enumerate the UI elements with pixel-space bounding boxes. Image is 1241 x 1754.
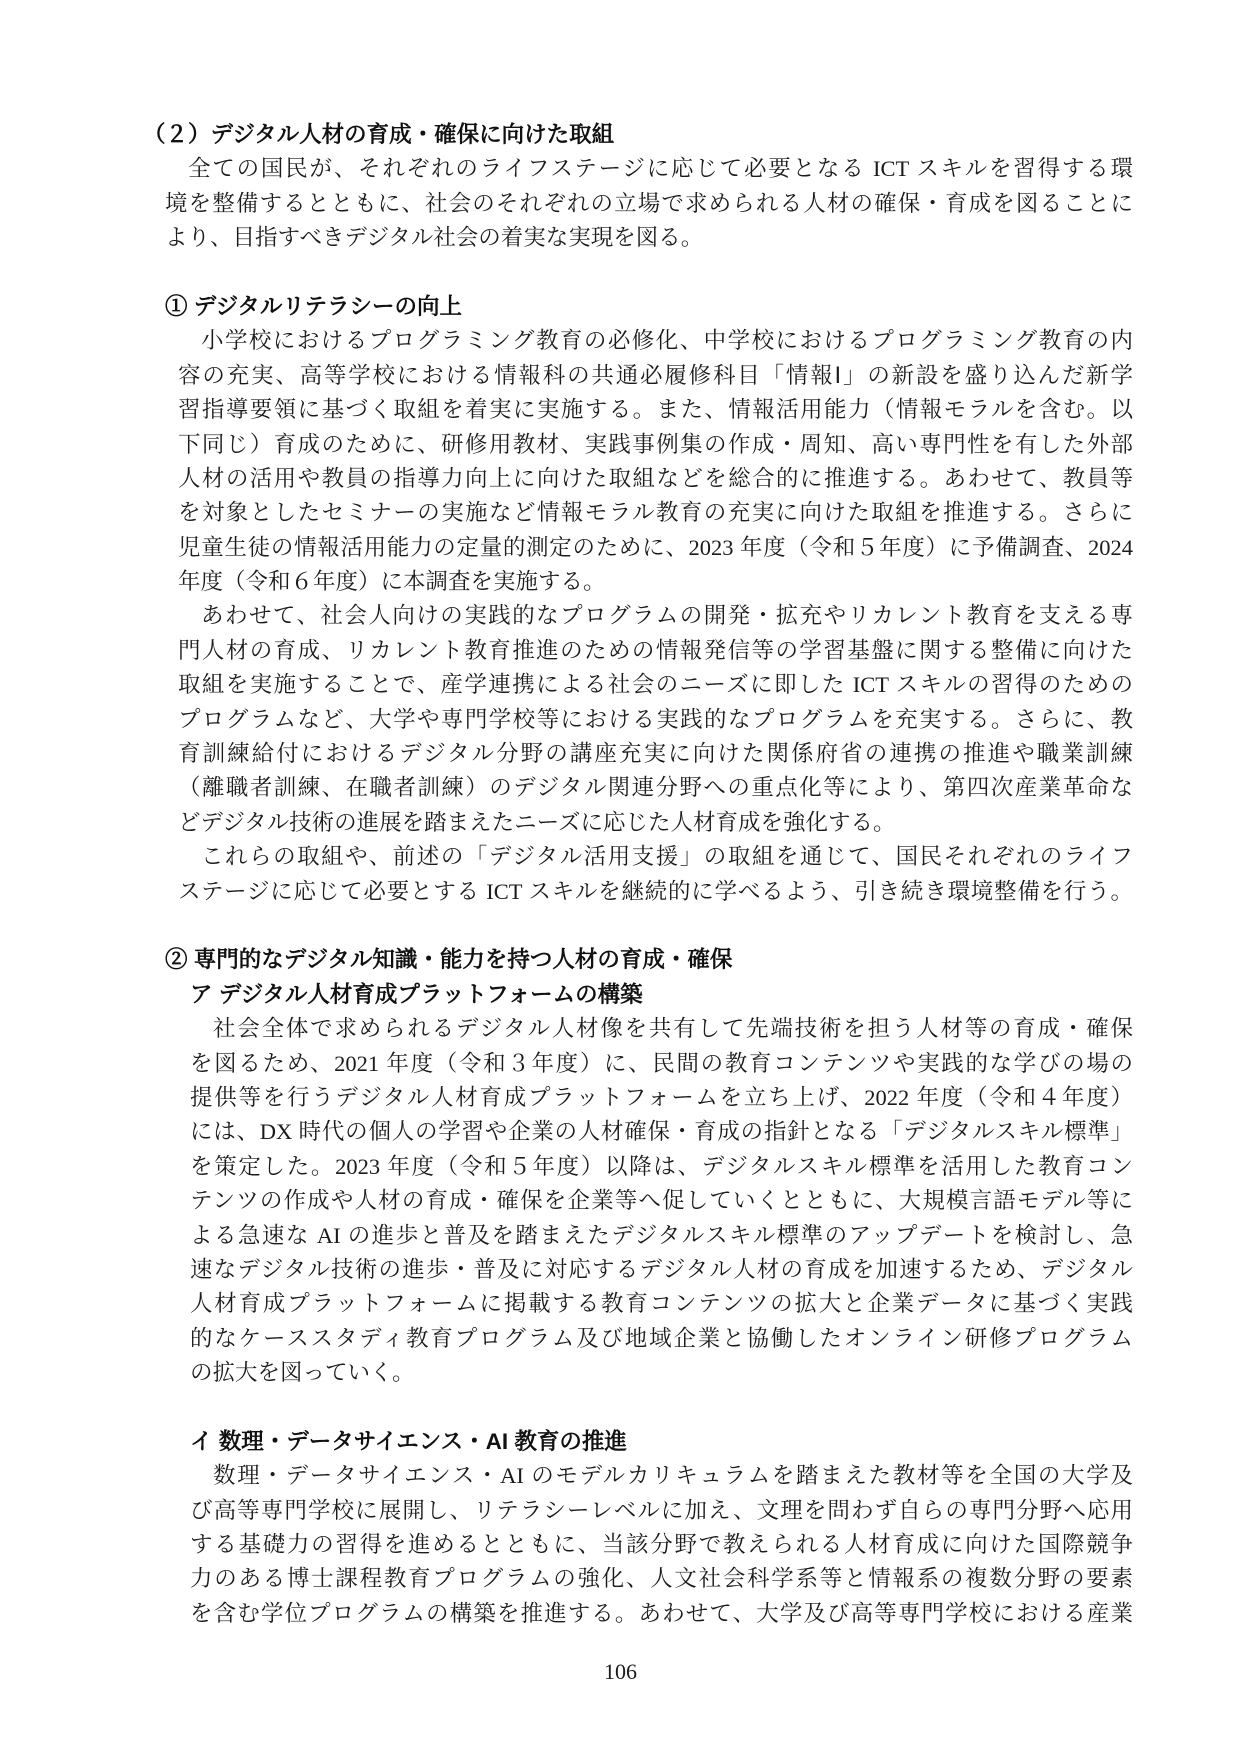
body-line: テンツの作成や人材の育成・確保を企業等へ促していくとともに、大規模言語モデル等に: [190, 1188, 1133, 1214]
body-line: を対象としたセミナーの実施など情報モラル教育の充実に向けた取組を推進する。さらに: [178, 500, 1133, 526]
body-line: 児童生徒の情報活用能力の定量的測定のために、2023 年度（令和５年度）に予備調査、2024: [178, 534, 1133, 560]
platform-paragraph: [190, 1012, 1133, 1390]
body-line: よる急速な AI の進歩と普及を踏まえたデジタルスキル標準のアップデートを検討し、急: [190, 1222, 1133, 1248]
intro-line: 全ての国民が、それぞれのライフステージに応じて必要となる ICT スキルを習得する環: [188, 156, 1133, 182]
body-line: どデジタル技術の進展を踏まえたニーズに応じた人材育成を強化する。: [178, 809, 896, 835]
body-line: 門人材の育成、リカレント教育推進のための情報発信等の学習基盤に関する整備に向けた: [178, 637, 1133, 663]
intro-line: より、目指すべきデジタル社会の着実な実現を図る。: [165, 225, 704, 251]
body-line: を含む学位プログラムの構築を推進する。あわせて、大学及び高等専門学校における産業: [190, 1600, 1133, 1626]
intro-line: 境を整備するとともに、社会のそれぞれの立場で求められる人材の確保・育成を図ることに: [165, 190, 1133, 216]
item-heading-platform: ア デジタル人材育成プラットフォームの構築: [190, 981, 643, 1007]
body-line: の拡大を図っていく。: [190, 1360, 415, 1386]
page-number: 106: [604, 1659, 637, 1684]
document-body: [0, 118, 1241, 1631]
body-line: （離職者訓練、在職者訓練）のデジタル関連分野への重点化等により、第四次産業革命な: [178, 775, 1133, 801]
body-line: 速なデジタル技術の進歩・普及に対応するデジタル人材の育成を加速するため、デジタル: [190, 1256, 1133, 1282]
subsection-heading-literacy: ① デジタルリテラシーの向上: [165, 293, 462, 319]
item-heading-ai-education: イ 数理・データサイエンス・AI 教育の推進: [190, 1428, 627, 1454]
body-line: 力のある博士課程教育プログラムの強化、人文社会科学系等と情報系の複数分野の要素: [190, 1566, 1133, 1592]
body-line: ステージに応じて必要とする ICT スキルを継続的に学べるよう、引き続き環境整備を行う。: [178, 878, 1133, 904]
body-line: び高等専門学校に展開し、リテラシーレベルに加え、文理を問わず自らの専門分野へ応用: [190, 1497, 1133, 1523]
body-line: 社会全体で求められるデジタル人材像を共有して先端技術を担う人材等の育成・確保: [213, 1016, 1133, 1042]
body-line: 下同じ）育成のために、研修用教材、実践事例集の作成・周知、高い専門性を有した外部: [178, 431, 1133, 457]
body-line: 提供等を行うデジタル人材育成プラットフォームを立ち上げ、2022 年度（令和４年度）: [190, 1084, 1133, 1110]
body-line: には、DX 時代の個人の学習や企業の人材確保・育成の指針となる「デジタルスキル標準」: [190, 1119, 1133, 1145]
body-line: を策定した。2023 年度（令和５年度）以降は、デジタルスキル標準を活用した教育コン: [190, 1153, 1133, 1179]
intro-paragraph: [165, 152, 1133, 255]
literacy-paragraph-1: [178, 324, 1133, 599]
body-line: 人材育成プラットフォームに掲載する教育コンテンツの拡大と企業データに基づく実践: [190, 1291, 1133, 1317]
body-line: 年度（令和６年度）に本調査を実施する。: [178, 569, 606, 595]
body-line: 小学校におけるプログラミング教育の必修化、中学校におけるプログラミング教育の内: [201, 328, 1133, 354]
body-line: 数理・データサイエンス・AI のモデルカリキュラムを踏まえた教材等を全国の大学及: [213, 1463, 1133, 1489]
ai-education-paragraph: [190, 1459, 1133, 1631]
body-line: 習指導要領に基づく取組を着実に実施する。また、情報活用能力（情報モラルを含む。以: [178, 397, 1133, 423]
body-line: プログラムなど、大学や専門学校等における実践的なプログラムを充実する。さらに、教: [178, 706, 1133, 732]
body-line: 的なケーススタディ教育プログラム及び地域企業と協働したオンライン研修プログラム: [190, 1325, 1133, 1351]
body-line: これらの取組や、前述の「デジタル活用支援」の取組を通じて、国民それぞれのライフ: [201, 844, 1133, 870]
body-line: 人材の活用や教員の指導力向上に向けた取組などを総合的に推進する。あわせて、教員等: [178, 465, 1133, 491]
literacy-paragraph-2: [178, 599, 1133, 840]
body-line: 取組を実施することで、産学連携による社会のニーズに即した ICT スキルの習得のための: [178, 672, 1133, 698]
subsection-heading-specialists: ② 専門的なデジタル知識・能力を持つ人材の育成・確保: [165, 947, 733, 973]
body-line: 容の充実、高等学校における情報科の共通必履修科目「情報Ⅰ」の新設を盛り込んだ新学: [178, 362, 1133, 388]
literacy-paragraph-3: [178, 840, 1133, 909]
section-heading: （２）デジタル人材の育成・確保に向けた取組: [143, 122, 615, 147]
body-line: 育訓練給付におけるデジタル分野の講座充実に向けた関係府省の連携の推進や職業訓練: [178, 741, 1133, 767]
body-line: する基礎力の習得を進めるとともに、当該分野で教えられる人材育成に向けた国際競争: [190, 1532, 1133, 1558]
body-line: を図るため、2021 年度（令和３年度）に、民間の教育コンテンツや実践的な学びの場の: [190, 1050, 1133, 1076]
body-line: あわせて、社会人向けの実践的なプログラムの開発・拡充やリカレント教育を支える専: [201, 603, 1133, 629]
